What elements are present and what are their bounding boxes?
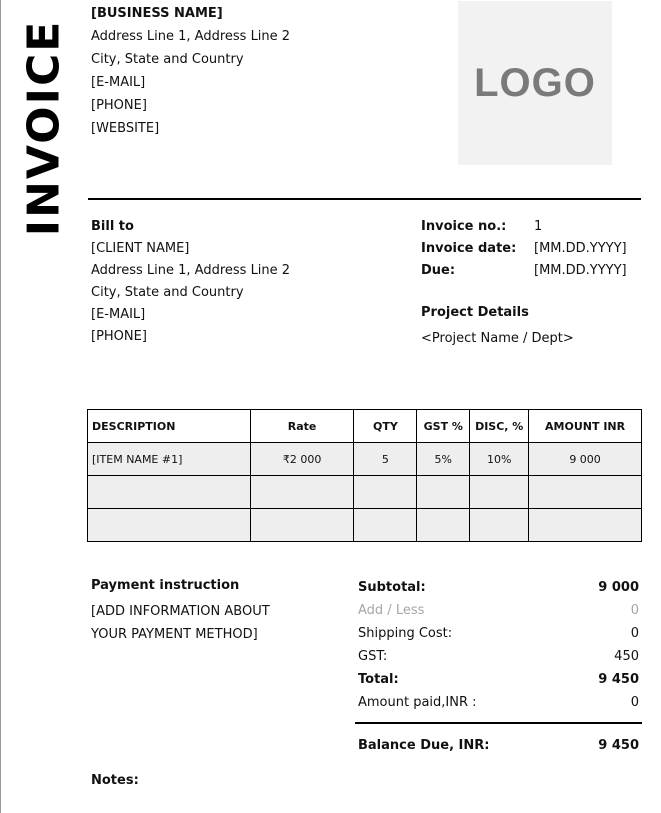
gst-value: 450 [614, 649, 639, 664]
invoice-date-row [421, 238, 627, 260]
table-row [88, 509, 642, 542]
invoice-date-label: Invoice date: [421, 241, 517, 256]
business-info [91, 2, 290, 140]
payment-line2: YOUR PAYMENT METHOD] [91, 627, 258, 642]
col-gst: GST % [417, 410, 470, 443]
invoice-date-value: [MM.DD.YYYY] [534, 241, 627, 256]
items-header-row [88, 410, 642, 443]
shipping-row [358, 624, 639, 647]
col-disc: DISC, % [470, 410, 529, 443]
cell-amount [529, 509, 642, 542]
invoice-no-row [421, 216, 627, 238]
business-website: [WEBSITE] [91, 121, 160, 136]
bill-to-section [91, 216, 290, 348]
gst-row [358, 647, 639, 670]
client-email: [E-MAIL] [91, 307, 146, 322]
total-row [358, 670, 639, 693]
items-table [87, 409, 642, 542]
amount-paid-row [358, 693, 639, 716]
balance-due-label: Balance Due, INR: [358, 738, 490, 753]
cell-gst [417, 476, 470, 509]
cell-gst [417, 509, 470, 542]
shipping-label: Shipping Cost: [358, 626, 453, 641]
amount-paid-value: 0 [630, 695, 639, 710]
client-address-line2: City, State and Country [91, 285, 244, 300]
cell-disc [470, 509, 529, 542]
cell-gst: 5% [417, 443, 470, 476]
cell-rate [250, 476, 354, 509]
col-description: DESCRIPTION [88, 410, 251, 443]
client-name: [CLIENT NAME] [91, 241, 190, 256]
project-details-value: <Project Name / Dept> [421, 331, 574, 346]
cell-rate: ₹2 000 [250, 443, 354, 476]
add-less-row [358, 601, 639, 624]
invoice-no-label: Invoice no.: [421, 219, 507, 234]
cell-disc: 10% [470, 443, 529, 476]
due-label: Due: [421, 263, 456, 278]
due-value: [MM.DD.YYYY] [534, 263, 627, 278]
logo-placeholder [458, 1, 612, 165]
page-edge-line [0, 0, 1, 813]
subtotal-row [358, 578, 639, 601]
business-address-line2: City, State and Country [91, 52, 244, 67]
business-email: [E-MAIL] [91, 75, 146, 90]
cell-rate [250, 509, 354, 542]
subtotal-label: Subtotal: [358, 580, 426, 595]
payment-line1: [ADD INFORMATION ABOUT [91, 604, 270, 619]
invoice-no-value: 1 [534, 219, 543, 234]
balance-due-row [358, 738, 639, 753]
business-address-line1: Address Line 1, Address Line 2 [91, 29, 291, 44]
due-row [421, 260, 627, 282]
table-row [88, 443, 642, 476]
cell-description [88, 476, 251, 509]
subtotal-value: 9 000 [598, 580, 639, 595]
invoice-meta [421, 216, 627, 282]
cell-disc [470, 476, 529, 509]
total-value: 9 450 [598, 672, 639, 687]
invoice-title: INVOICE [18, 19, 70, 237]
totals-section [358, 578, 639, 716]
bill-to-heading: Bill to [91, 219, 134, 234]
table-row [88, 476, 642, 509]
payment-instruction-text [91, 600, 270, 646]
balance-due-value: 9 450 [598, 738, 639, 753]
cell-qty: 5 [354, 443, 417, 476]
notes-label: Notes: [91, 773, 139, 788]
client-address-line1: Address Line 1, Address Line 2 [91, 263, 291, 278]
amount-paid-label: Amount paid,INR : [358, 695, 477, 710]
cell-qty [354, 476, 417, 509]
business-phone: [PHONE] [91, 98, 147, 113]
balance-divider [355, 722, 642, 724]
total-label: Total: [358, 672, 399, 687]
project-details-heading: Project Details [421, 305, 529, 320]
add-less-value: 0 [630, 603, 639, 618]
shipping-value: 0 [630, 626, 639, 641]
col-rate: Rate [250, 410, 354, 443]
cell-amount [529, 476, 642, 509]
cell-description [88, 509, 251, 542]
cell-qty [354, 509, 417, 542]
cell-description: [ITEM NAME #1] [88, 443, 251, 476]
gst-label: GST: [358, 649, 388, 664]
cell-amount: 9 000 [529, 443, 642, 476]
payment-instruction-heading: Payment instruction [91, 578, 240, 593]
client-phone: [PHONE] [91, 329, 147, 344]
logo-text: LOGO [474, 60, 596, 105]
col-amount: AMOUNT INR [529, 410, 642, 443]
header-divider [88, 198, 641, 200]
col-qty: QTY [354, 410, 417, 443]
business-name: [BUSINESS NAME] [91, 6, 223, 21]
add-less-label: Add / Less [358, 603, 425, 618]
